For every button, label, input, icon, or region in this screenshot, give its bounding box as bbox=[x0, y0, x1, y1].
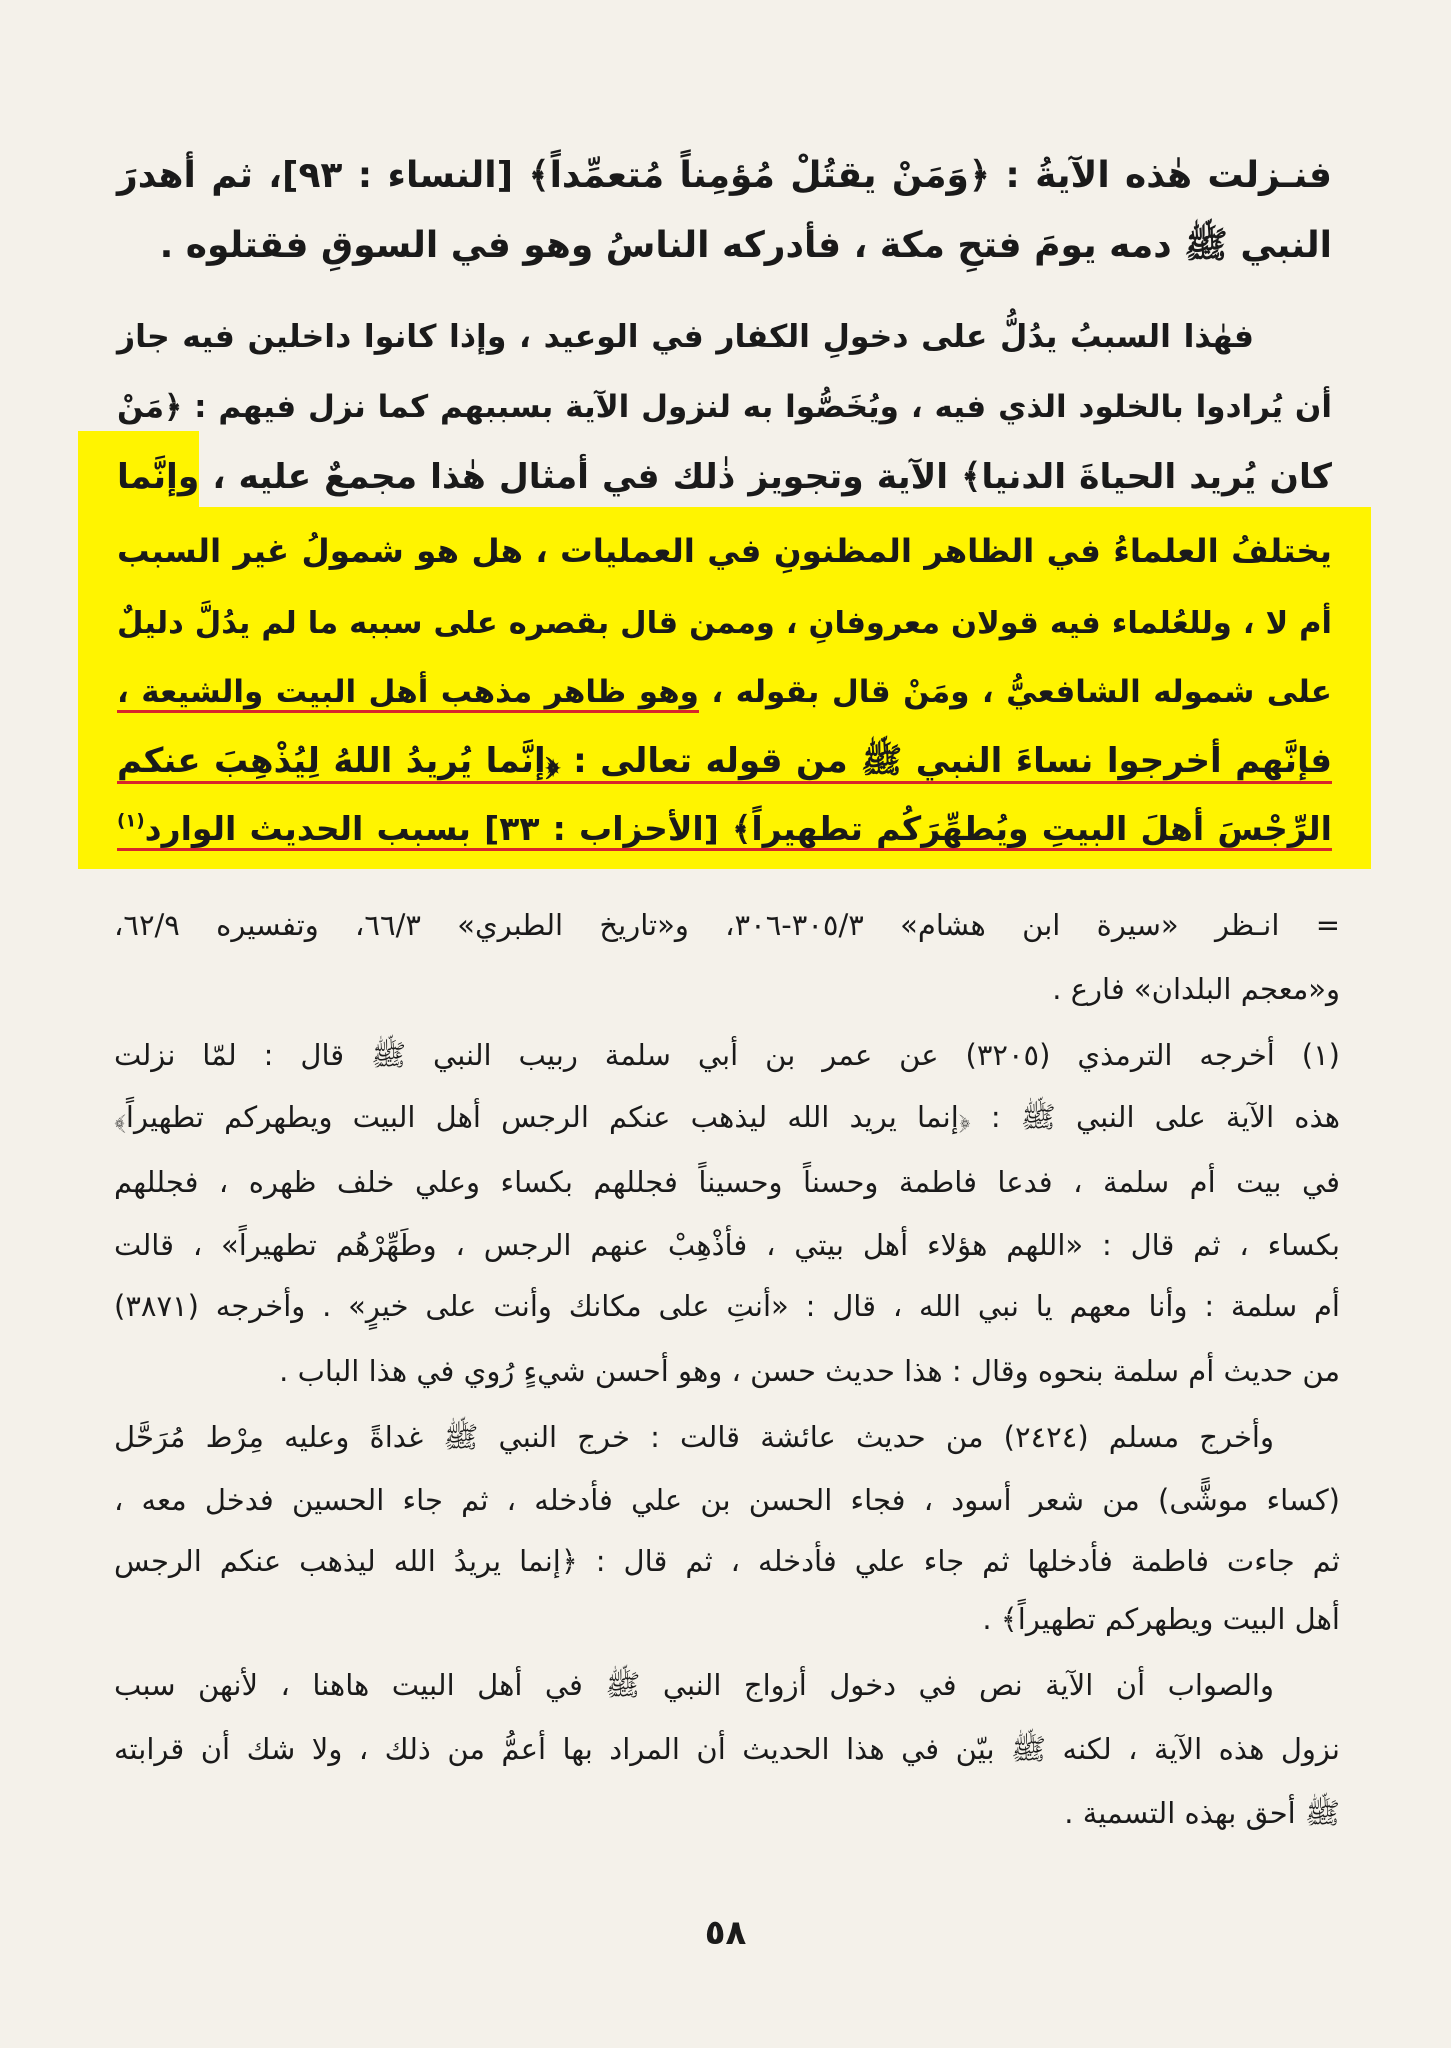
footnote-line: وأخرج مسلم (٢٤٢٤) من حديث عائشة قالت : خرج النبي ﷺ غداةً وعليه مِرْط مُرَحَّل bbox=[114, 1420, 1274, 1454]
footnote-line: = انـظر «سيرة ابن هشام» ٣٠٥/٣-٣٠٦، و«تاريخ الطبري» ٦٦/٣، وتفسيره ٦٢/٩، bbox=[114, 908, 1340, 942]
footnote-line: والصواب أن الآية نص في دخول أزواج النبي ﷺ في أهل البيت هاهنا ، لأنهن سبب bbox=[114, 1668, 1274, 1702]
body-line: أن يُرادوا بالخلود الذي فيه ، ويُخَصُّوا به لنزول الآية بسببهم كما نزل فيهم : ﴿مَنْ bbox=[117, 389, 1332, 425]
page-number: ٥٨ bbox=[704, 1913, 747, 1953]
footnote-line: (كساء موشًّى) من شعر أسود ، فجاء الحسن بن علي فأدخله ، ثم جاء الحسين فدخل معه ، bbox=[114, 1483, 1340, 1517]
footnote-line: هذه الآية على النبي ﷺ : ﴿إنما يريد الله ليذهب عنكم الرجس أهل البيت ويطهركم تطهيراً﴾ bbox=[114, 1100, 1340, 1134]
body-line: أم لا ، وللعُلماء فيه قولان معروفانِ ، وممن قال بقصره على سببه ما لم يدُلَّ دليلٌ bbox=[117, 606, 1332, 641]
footnote-line: من حديث أم سلمة بنحوه وقال : هذا حديث حسن ، وهو أحسن شيءٍ رُوي في هذا الباب . bbox=[279, 1354, 1340, 1388]
body-line: يختلفُ العلماءُ في الظاهر المظنونِ في العمليات ، هل هو شمولُ غير السبب bbox=[117, 532, 1332, 570]
body-line: فهٰذا السببُ يدُلُّ على دخولِ الكفار في الوعيد ، وإذا كانوا داخلين فيه جاز bbox=[117, 319, 1254, 355]
footnote-line: (١) أخرجه الترمذي (٣٢٠٥) عن عمر بن أبي سلمة ربيب النبي ﷺ قال : لمّا نزلت bbox=[114, 1038, 1340, 1072]
footnote-line: نزول هذه الآية ، لكنه ﷺ بيّن في هذا الحديث أن المراد بها أعمُّ من ذلك ، ولا شك أن قرابته bbox=[114, 1732, 1340, 1766]
footnote-reference: (١) bbox=[117, 810, 145, 832]
footnote-line: في بيت أم سلمة ، فدعا فاطمة وحسناً وحسيناً فجللهم بكساء وعلي خلف ظهره ، فجللهم bbox=[114, 1165, 1340, 1199]
footnote-line: ثم جاءت فاطمة فأدخلها ثم جاء علي فأدخله ، ثم قال : ﴿إنما يريدُ الله ليذهب عنكم الرجس bbox=[114, 1544, 1340, 1578]
footnote-line: أهل البيت ويطهركم تطهيراً﴾ . bbox=[982, 1602, 1340, 1636]
underlined-phrase: فإنَّهم أخرجوا نساءَ النبي ﷺ من قوله تعالى : ﴿إنَّما يُريدُ اللهُ لِيُذْهِبَ عنكم bbox=[117, 741, 1332, 784]
footnote-line: بكساء ، ثم قال : «اللهم هؤلاء أهل بيتي ، فأذْهِبْ عنهم الرجس ، وطَهِّرْهُم تطهيراً» ، قالت bbox=[114, 1228, 1340, 1262]
body-line-text: على شموله الشافعيُّ ، ومَنْ قال بقوله ، bbox=[711, 674, 1332, 710]
underlined-phrase bbox=[117, 809, 1332, 851]
body-line bbox=[117, 799, 1332, 859]
footnote-line: ﷺ أحق بهذه التسمية . bbox=[1064, 1796, 1340, 1830]
body-line: كان يُريد الحياةَ الدنيا﴾ الآية وتجويز ذٰلك في أمثال هٰذا مجمعٌ عليه ، وإنَّما bbox=[117, 457, 1332, 497]
footnote-line: أم سلمة : وأنا معهم يا نبي الله ، قال : «أنتِ على مكانك وأنت على خيرٍ» . وأخرجه (٣٨٧١) bbox=[114, 1289, 1340, 1323]
body-line: النبي ﷺ دمه يومَ فتحِ مكة ، فأدركه الناسُ وهو في السوقِ فقتلوه . bbox=[159, 225, 1332, 266]
body-line bbox=[117, 662, 1332, 722]
body-line bbox=[117, 731, 1332, 791]
footnote-line: و«معجم البلدان» فارع . bbox=[1052, 972, 1340, 1006]
body-line: فنـزلت هٰذه الآيةُ : ﴿وَمَنْ يقتُلْ مُؤمِناً مُتعمِّداً﴾ [النساء : ٩٣]، ثم أهدرَ bbox=[117, 155, 1333, 196]
underlined-text: الرِّجْسَ أهلَ البيتِ ويُطهِّرَكُم تطهيراً﴾ [الأحزاب : ٣٣] بسبب الحديث الوارد bbox=[144, 809, 1332, 848]
underlined-phrase: وهو ظاهر مذهب أهل البيت والشيعة ، bbox=[117, 674, 699, 713]
